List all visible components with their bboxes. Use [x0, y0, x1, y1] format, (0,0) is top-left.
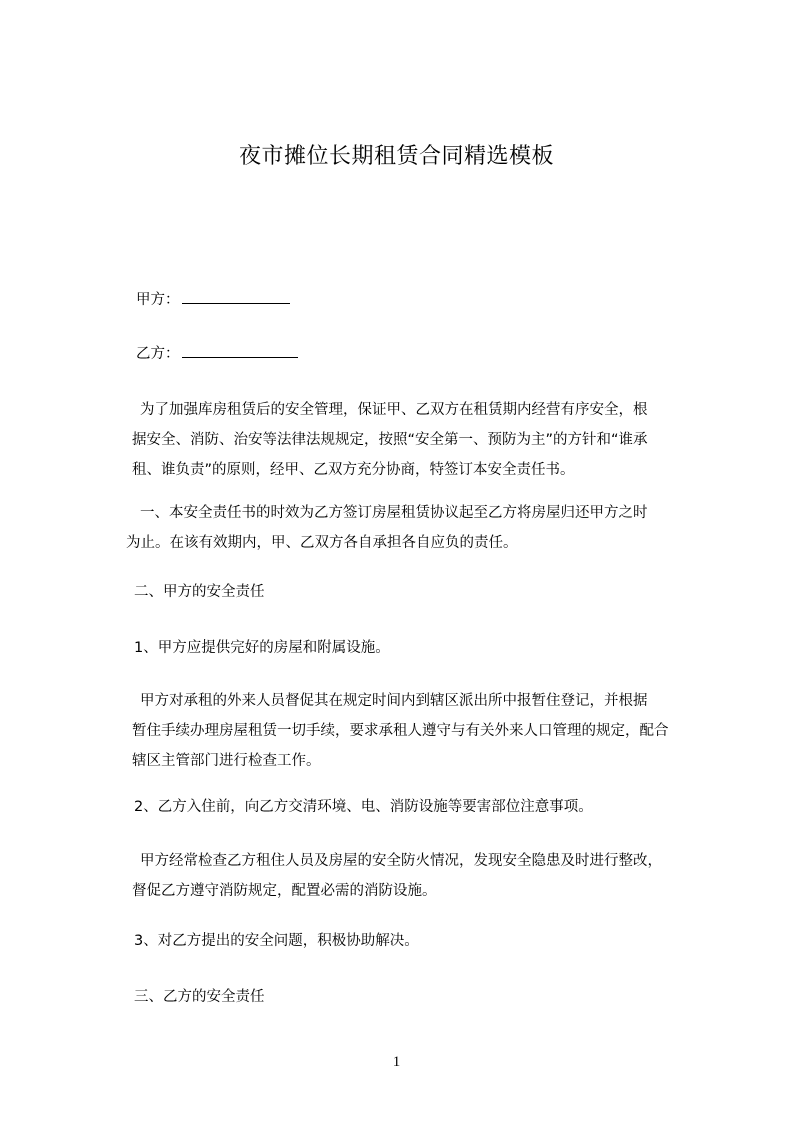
paragraph-a-line-1: 甲方对承租的外来人员督促其在规定时间内到辖区派出所中报暂住登记，并根据 [140, 693, 648, 709]
item-2: 2、乙方入住前，向乙方交清环境、电、消防设施等要害部位注意事项。 [134, 799, 593, 815]
paragraph-a-line-3: 辖区主管部门进行检查工作。 [132, 753, 321, 769]
section-2-heading: 二、甲方的安全责任 [134, 584, 265, 600]
intro-line-2: 据安全、消防、治安等法律法规规定，按照“安全第一、预防为主”的方针和“谁承 [132, 432, 648, 448]
paragraph-b [120, 846, 720, 906]
page-number: 1 [392, 1054, 401, 1070]
paragraph-a [120, 686, 720, 776]
section-1-line-1: 一、本安全责任书的时效为乙方签订房屋租赁协议起至乙方将房屋归还甲方之时 [140, 505, 648, 521]
paragraph-b-line-1: 甲方经常检查乙方租住人员及房屋的安全防火情况，发现安全隐患及时进行整改， [140, 853, 662, 869]
intro-paragraph [120, 395, 720, 485]
party-b-blank[interactable] [182, 341, 298, 358]
document-title: 夜市摊位长期租赁合同精选模板 [238, 144, 554, 169]
item-3: 3、对乙方提出的安全问题，积极协助解决。 [134, 933, 419, 949]
party-a-line [136, 285, 290, 315]
section-1-line-2: 为止。在该有效期内，甲、乙双方各自承担各自应负的责任。 [126, 535, 518, 551]
item-1: 1、甲方应提供完好的房屋和附属设施。 [134, 640, 390, 656]
party-b-line [136, 339, 298, 369]
party-a-blank[interactable] [182, 287, 290, 304]
paragraph-a-line-2: 暂住手续办理房屋租赁一切手续，要求承租人遵守与有关外来人口管理的规定，配合 [132, 723, 669, 739]
section-3-heading: 三、乙方的安全责任 [134, 989, 265, 1005]
paragraph-b-line-2: 督促乙方遵守消防规定，配置必需的消防设施。 [132, 883, 437, 899]
intro-line-3: 租、谁负责”的原则，经甲、乙双方充分协商，特签订本安全责任书。 [132, 462, 575, 478]
section-1-paragraph [120, 498, 720, 558]
party-a-label: 甲方： [136, 292, 180, 308]
intro-line-1: 为了加强库房租赁后的安全管理，保证甲、乙双方在租赁期内经营有序安全，根 [140, 402, 648, 418]
party-b-label: 乙方： [136, 346, 180, 362]
